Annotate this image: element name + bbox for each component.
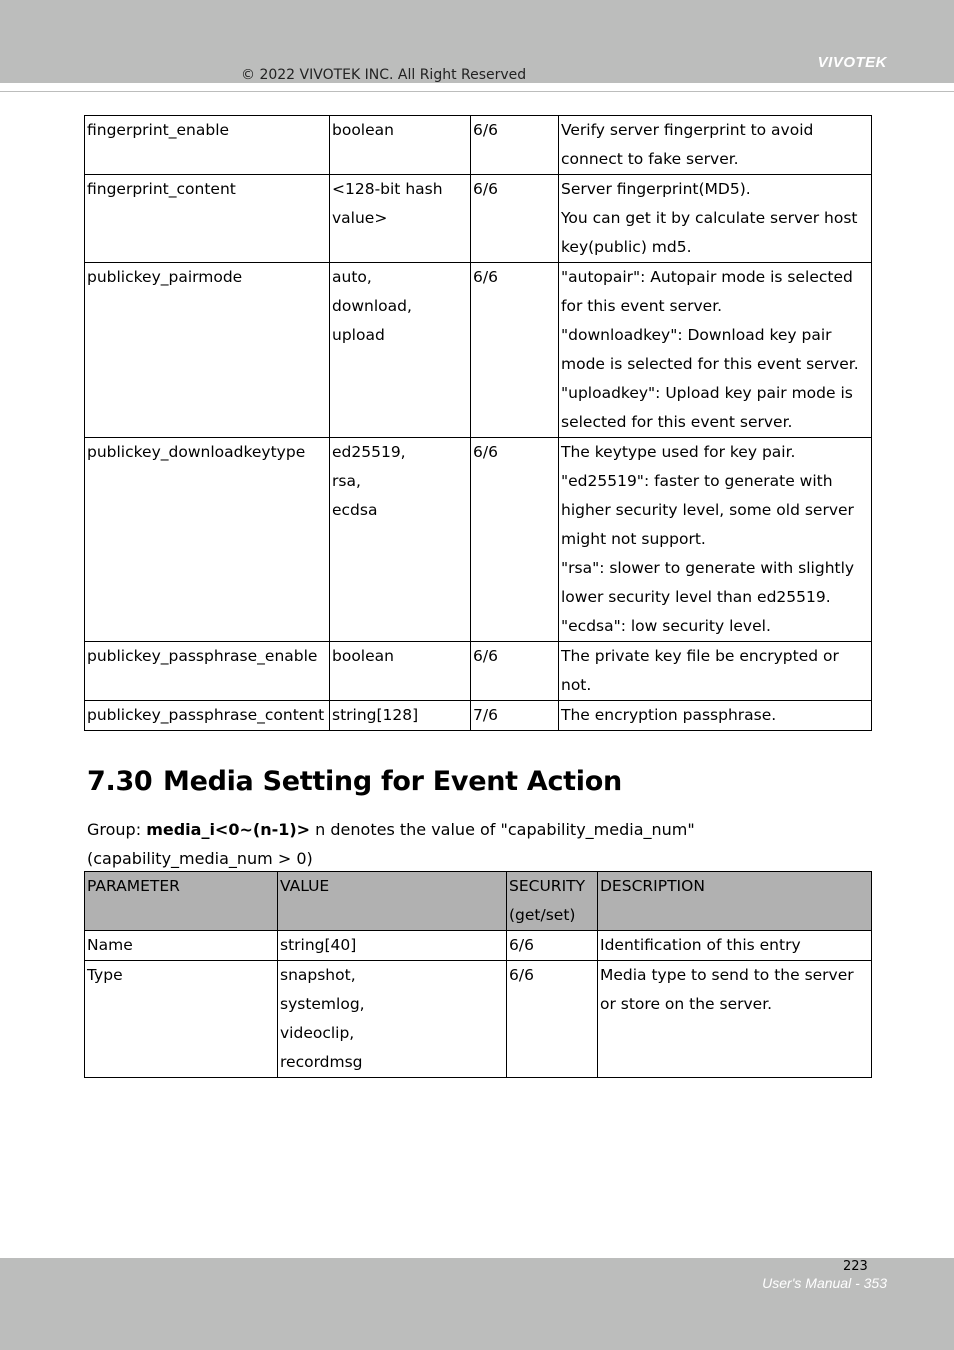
section-title-text: Media Setting for Event Action [163,766,622,797]
table-cell: Verify server fingerprint to avoid connect to fake server. [559,116,872,175]
table-cell: fingerprint_enable [85,116,330,175]
media-setting-table [84,871,872,1078]
group-desc: n denotes the value of "capability_media_num" [310,820,695,839]
table-row [85,175,872,263]
table-cell: publickey_passphrase_content [85,701,330,731]
column-header: VALUE [278,872,507,931]
table-cell: 6/6 [507,931,598,961]
table-cell: Media type to send to the server or store on the server. [598,961,872,1078]
table-cell: The encryption passphrase. [559,701,872,731]
table-cell: 6/6 [507,961,598,1078]
section-number: 7.30 [87,766,153,797]
section-heading [87,766,622,797]
page-header [0,0,954,83]
table-cell: Identification of this entry [598,931,872,961]
table-row [85,116,872,175]
table-cell: publickey_downloadkeytype [85,438,330,642]
table-cell: 6/6 [471,642,559,701]
table-cell: 6/6 [471,438,559,642]
group-label: Group: [87,820,147,839]
table-cell: The keytype used for key pair. "ed25519": faster to generate with higher security level, some old server might not support. "rsa": slower to generate with slightly lower security level than ed25519. "ecdsa": low security level. [559,438,872,642]
table-header-row [85,872,872,931]
column-header: PARAMETER [85,872,278,931]
table-cell: "autopair": Autopair mode is selected for this event server. "downloadkey": Download key pair mode is selected for this event server. "uploadkey": Upload key pair mode is selected for this event server. [559,263,872,438]
table-cell: boolean [330,116,471,175]
page-number: 223 [843,1259,868,1274]
copyright-text: © 2022 VIVOTEK INC. All Right Reserved [241,67,527,83]
group-note: (capability_media_num > 0) [87,849,313,868]
table-cell: The private key file be encrypted or not. [559,642,872,701]
group-description [87,815,695,873]
table-cell: publickey_pairmode [85,263,330,438]
table-cell: 7/6 [471,701,559,731]
table-cell: 6/6 [471,263,559,438]
table-cell: Name [85,931,278,961]
table-cell: fingerprint_content [85,175,330,263]
table-row [85,701,872,731]
table-cell: snapshot, systemlog, videoclip, recordmsg [278,961,507,1078]
table-cell: 6/6 [471,116,559,175]
column-header: DESCRIPTION [598,872,872,931]
table-cell: 6/6 [471,175,559,263]
table-cell: publickey_passphrase_enable [85,642,330,701]
table-cell: string[128] [330,701,471,731]
table-row [85,642,872,701]
table-cell: boolean [330,642,471,701]
group-name: media_i<0~(n-1)> [146,820,311,839]
column-header: SECURITY (get/set) [507,872,598,931]
brand-logo: VIVOTEK [817,54,887,71]
table-row [85,438,872,642]
manual-page-number: User's Manual - 353 [762,1275,887,1291]
page-footer [0,1258,954,1350]
table-cell: ed25519, rsa, ecdsa [330,438,471,642]
table-row [85,961,872,1078]
table-cell: Type [85,961,278,1078]
table-row [85,263,872,438]
table-cell: Server fingerprint(MD5). You can get it by calculate server host key(public) md5. [559,175,872,263]
header-divider [0,91,954,92]
parameter-table-continued [84,115,872,731]
table-cell: auto, download, upload [330,263,471,438]
table-cell: <128-bit hash value> [330,175,471,263]
table-row [85,931,872,961]
table-cell: string[40] [278,931,507,961]
